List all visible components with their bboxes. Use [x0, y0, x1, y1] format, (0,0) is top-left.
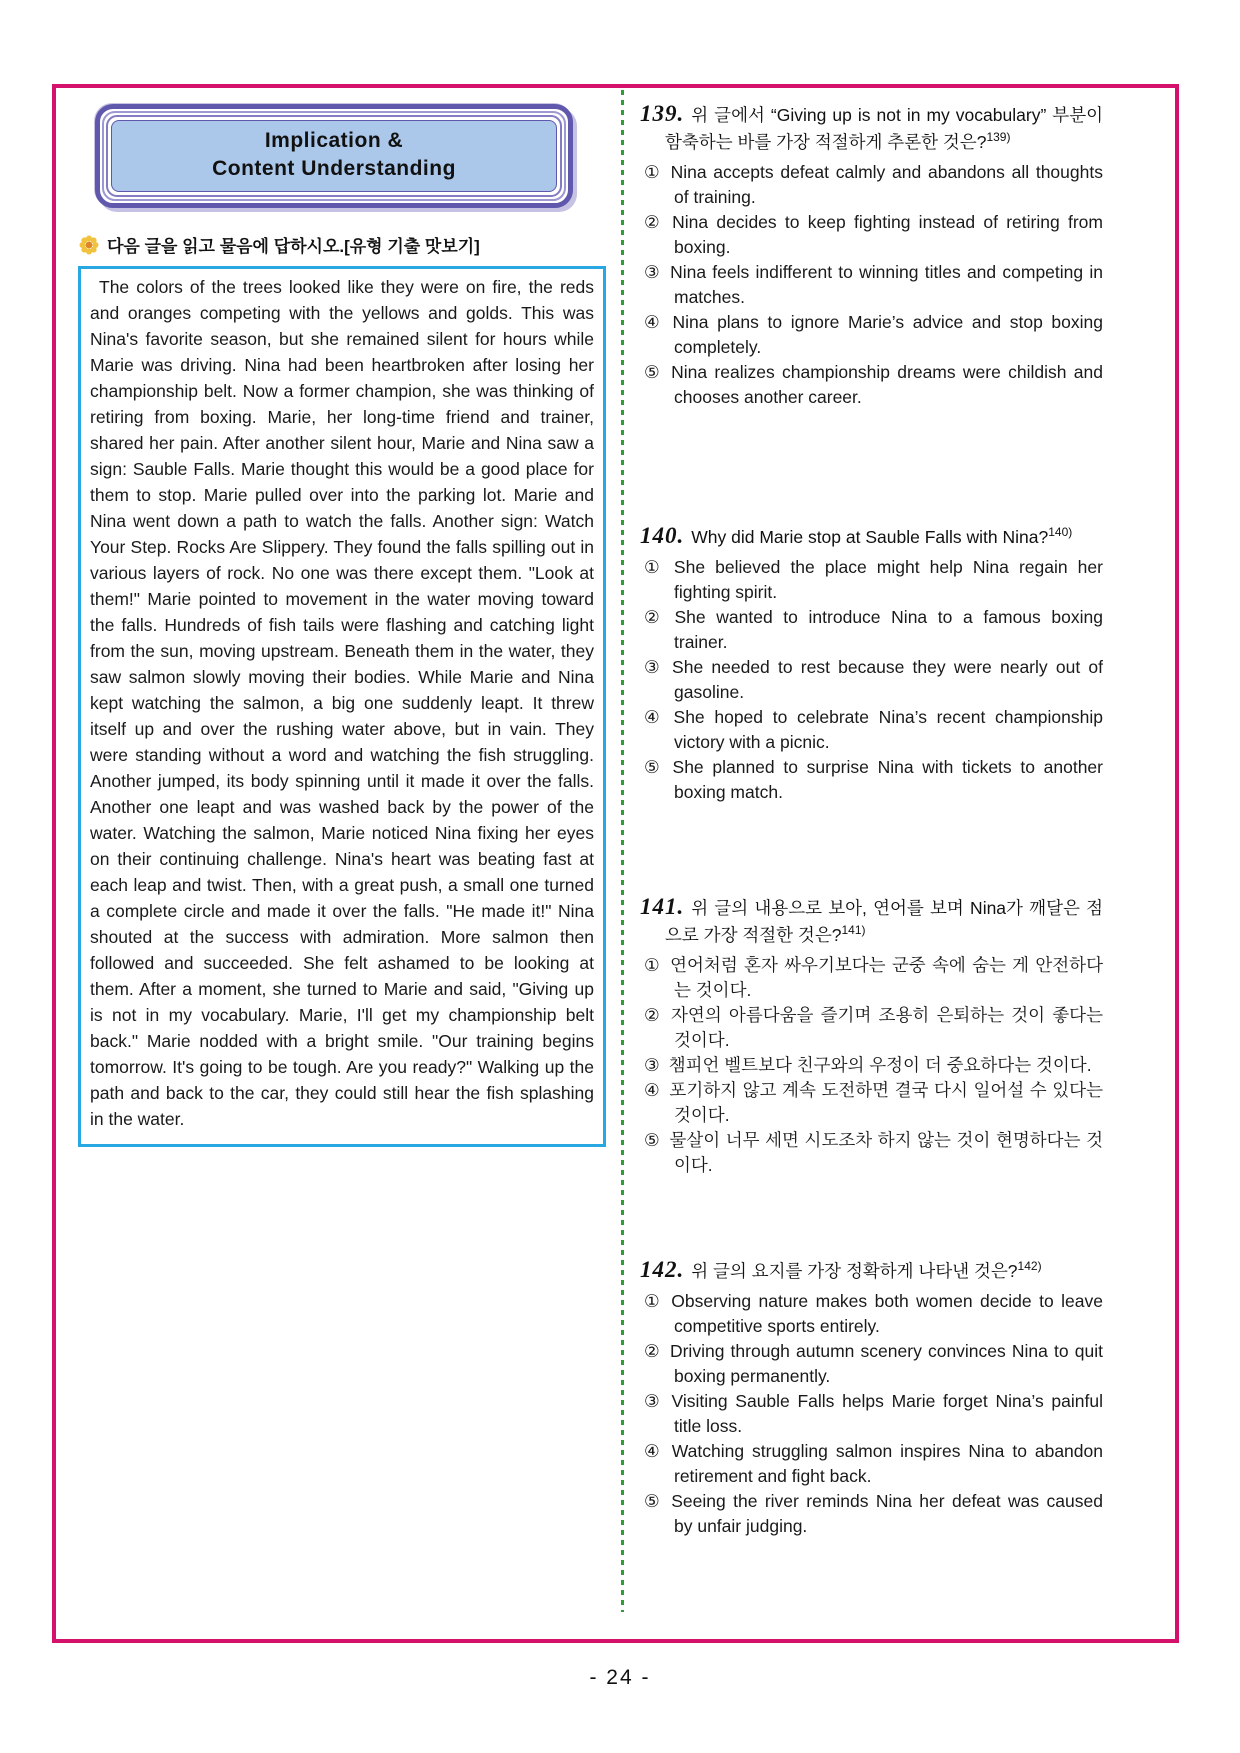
- option-marker: ⑤: [644, 1130, 661, 1150]
- option-row: [640, 1053, 1103, 1078]
- question-number: 139.: [640, 101, 685, 126]
- badge-ring-inner: [106, 115, 562, 197]
- question-stem-text: 위 글의 내용으로 보아, 연어를 보며 Nina가 깨달은 점으로 가장 적절한 것은?: [665, 898, 1103, 945]
- option-text: She believed the place might help Nina regain her fighting spirit.: [673, 557, 1103, 602]
- option-row: [640, 1289, 1103, 1339]
- instruction-row: [79, 232, 606, 257]
- option-marker: ③: [644, 657, 664, 677]
- option-marker: ④: [644, 1441, 663, 1461]
- option-text: 자연의 아름다움을 즐기며 조용히 은퇴하는 것이 좋다는 것이다.: [671, 1005, 1103, 1050]
- instruction-text: 다음 글을 읽고 물음에 답하시오.[유형 기출 맛보기]: [107, 237, 480, 256]
- option-text: She wanted to introduce Nina to a famous boxing trainer.: [674, 607, 1103, 652]
- question-block: [640, 893, 1103, 1178]
- section-title-badge: [95, 104, 573, 208]
- option-text: 연어처럼 혼자 싸우기보다는 군중 속에 숨는 게 안전하다는 것이다.: [670, 955, 1103, 1000]
- badge-panel: [111, 120, 557, 192]
- option-marker: ②: [644, 607, 666, 627]
- option-text: Seeing the river reminds Nina her defeat was caused by unfair judging.: [671, 1491, 1103, 1536]
- option-marker: ②: [644, 1341, 661, 1361]
- option-text: Nina decides to keep fighting instead of retiring from boxing.: [672, 212, 1103, 257]
- option-text: Watching struggling salmon inspires Nina to abandon retirement and fight back.: [671, 1441, 1103, 1486]
- left-column: [78, 104, 606, 1147]
- option-row: [640, 310, 1103, 360]
- option-text: Nina plans to ignore Marie’s advice and stop boxing completely.: [672, 312, 1103, 357]
- flower-icon: [79, 235, 99, 255]
- footnote-ref: 140): [1048, 525, 1073, 540]
- option-text: She needed to rest because they were nearly out of gasoline.: [672, 657, 1103, 702]
- option-row: [640, 705, 1103, 755]
- question-block: [640, 522, 1103, 805]
- footnote-ref: 139): [986, 130, 1011, 145]
- option-row: [640, 260, 1103, 310]
- option-row: [640, 605, 1103, 655]
- option-text: Nina feels indifferent to winning titles and competing in matches.: [670, 262, 1103, 307]
- question-stem: [640, 1256, 1103, 1285]
- option-row: [640, 1389, 1103, 1439]
- option-row: [640, 1489, 1103, 1539]
- section-title-line2: Content Understanding: [212, 157, 456, 180]
- option-marker: ④: [644, 312, 664, 332]
- option-text: 포기하지 않고 계속 도전하면 결국 다시 일어설 수 있다는 것이다.: [669, 1080, 1103, 1125]
- option-row: [640, 1439, 1103, 1489]
- option-row: [640, 1078, 1103, 1128]
- option-marker: ①: [644, 162, 662, 182]
- option-row: [640, 1003, 1103, 1053]
- option-text: Visiting Sauble Falls helps Marie forget Nina’s painful title loss.: [671, 1391, 1103, 1436]
- option-marker: ①: [644, 557, 665, 577]
- question-stem: [640, 893, 1103, 949]
- option-row: [640, 210, 1103, 260]
- option-row: [640, 1128, 1103, 1178]
- option-row: [640, 360, 1103, 410]
- option-row: [640, 755, 1103, 805]
- option-row: [640, 160, 1103, 210]
- question-stem-text: 위 글에서 “Giving up is not in my vocabulary” 부분이 함축하는 바를 가장 적절하게 추론한 것은?: [665, 105, 1103, 152]
- question-stem-text: 위 글의 요지를 가장 정확하게 나타낸 것은?: [691, 1261, 1018, 1281]
- option-text: 물살이 너무 세면 시도조차 하지 않는 것이 현명하다는 것이다.: [669, 1130, 1103, 1175]
- questions-column: [640, 100, 1103, 1539]
- option-marker: ④: [644, 1080, 661, 1100]
- question-stem: [640, 522, 1103, 551]
- question-stem: [640, 100, 1103, 156]
- option-marker: ⑤: [644, 1491, 663, 1511]
- option-row: [640, 1339, 1103, 1389]
- option-marker: ③: [644, 1055, 660, 1075]
- passage-box: [78, 266, 606, 1147]
- option-row: [640, 953, 1103, 1003]
- question-number: 140.: [640, 523, 685, 548]
- badge-ring-outer: [102, 111, 566, 201]
- option-marker: ①: [644, 1291, 663, 1311]
- footnote-ref: 142): [1017, 1259, 1042, 1274]
- option-row: [640, 655, 1103, 705]
- section-title-line1: Implication &: [264, 129, 404, 152]
- option-row: [640, 555, 1103, 605]
- option-marker: ③: [644, 262, 662, 282]
- option-text: Nina accepts defeat calmly and abandons all thoughts of training.: [670, 162, 1103, 207]
- option-text: She planned to surprise Nina with tickets to another boxing match.: [672, 757, 1103, 802]
- page-number: - 24 -: [589, 1666, 651, 1689]
- option-text: Driving through autumn scenery convinces Nina to quit boxing permanently.: [669, 1341, 1103, 1386]
- option-text: 챔피언 벨트보다 친구와의 우정이 더 중요하다는 것이다.: [668, 1055, 1092, 1075]
- option-marker: ③: [644, 1391, 663, 1411]
- question-stem-text: Why did Marie stop at Sauble Falls with Nina?: [691, 527, 1049, 547]
- option-marker: ⑤: [644, 362, 663, 382]
- option-text: Observing nature makes both women decide to leave competitive sports entirely.: [671, 1291, 1103, 1336]
- option-marker: ①: [644, 955, 662, 975]
- option-text: Nina realizes championship dreams were childish and chooses another career.: [671, 362, 1103, 407]
- question-block: [640, 1256, 1103, 1539]
- question-block: [640, 100, 1103, 410]
- option-marker: ⑤: [644, 757, 664, 777]
- option-marker: ④: [644, 707, 665, 727]
- option-marker: ②: [644, 1005, 663, 1025]
- question-number: 141.: [640, 894, 685, 919]
- footnote-ref: 141): [841, 923, 866, 938]
- option-text: She hoped to celebrate Nina’s recent championship victory with a picnic.: [673, 707, 1103, 752]
- passage-text: The colors of the trees looked like they were on fire, the reds and oranges competing with the yellows and golds. This was Nina's favorite season, but she remained silent for hours while Marie was driving. Nina had been heartbroken after losing her championship belt. Now a former champion, she was thinking of retiring from boxing. Marie, her long-time friend and trainer, shared her pain. After another silent hour, Marie and Nina saw a sign: Sauble Falls. Marie thought this would be a good place for them to stop. Marie pulled over into the parking lot. Marie and Nina went down a path to watch the falls. Another sign: Watch Your Step. Rocks Are Slippery. They found the falls spilling out in various layers of rock. No one was there except them. "Look at them!" Marie pointed to movement in the water moving toward the falls. Hundreds of fish tails were flashing and catching light from the sun, moving upstream. Beneath them in the water, they saw salmon slowly moving their bodies. While Marie and Nina kept watching the salmon, a big one suddenly leapt. It threw itself up and over the rushing water above, but in vain. They were standing without a word and watching the fish struggling. Another jumped, its body spinning until it made it over the falls. Another one leapt and was washed back by the power of the water. Watching the salmon, Marie noticed Nina fixing her eyes on their continuing challenge. Nina's heart was beating fast at each leap and twist. Then, with a great push, a small one turned a complete circle and made it over the falls. "He made it!" Nina shouted at the success with admiration. More salmon then followed and succeeded. She felt ashamed to be looking at them. After a moment, she turned to Marie and said, "Giving up is not in my vocabulary. Marie, I'll get my championship belt back." Marie nodded with a bright smile. "Our training begins tomorrow. It's going to be tough. Are you ready?" Walking up the path and back to the car, they could still hear the fish splashing in the water.: [90, 277, 594, 1129]
- option-marker: ②: [644, 212, 664, 232]
- column-divider: [621, 90, 624, 1612]
- question-number: 142.: [640, 1257, 685, 1282]
